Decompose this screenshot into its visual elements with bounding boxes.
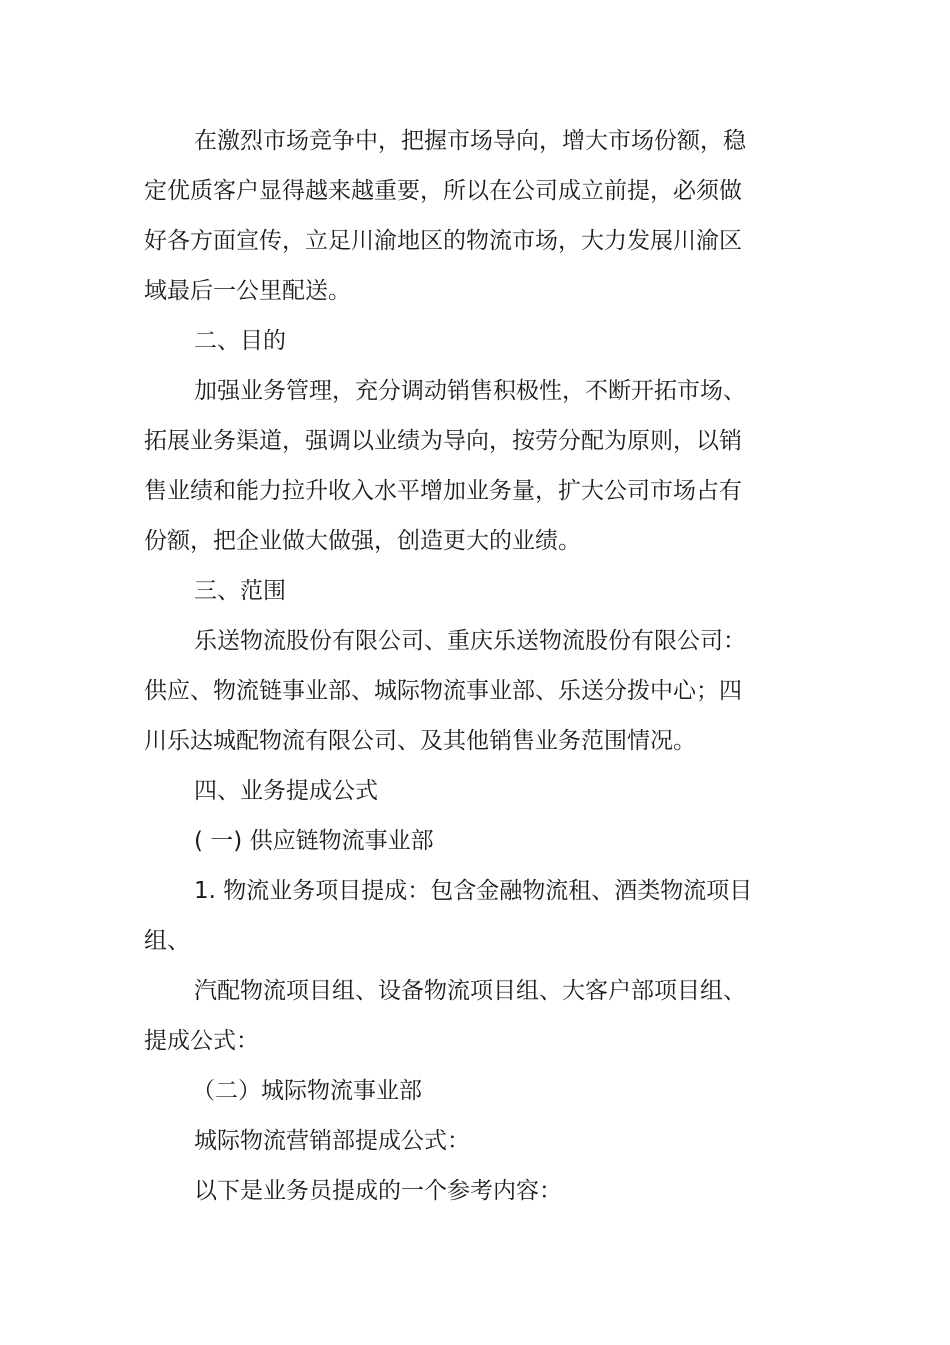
text-line: 川乐达城配物流有限公司、及其他销售业务范围情况。 — [144, 728, 696, 754]
section-heading-formula — [144, 766, 754, 816]
section-heading-scope — [144, 566, 754, 616]
text-line: 好各方面宣传，立足川渝地区的物流市场，大力发展川渝区 — [144, 228, 742, 254]
subheading-supply-chain — [144, 816, 754, 866]
document-body — [144, 116, 754, 1216]
text-line: 提成公式： — [144, 1028, 259, 1054]
text-line: 1. 物流业务项目提成：包含金融物流租、酒类物流项目 — [194, 878, 753, 904]
paragraph-intercity-formula — [144, 1116, 754, 1166]
paragraph-logistics-items — [144, 866, 754, 966]
heading-text: ( 一) 供应链物流事业部 — [194, 828, 434, 854]
subheading-intercity — [144, 1066, 754, 1116]
paragraph-purpose — [144, 366, 754, 566]
text-line: 域最后一公里配送。 — [144, 278, 351, 304]
heading-text: 三、范围 — [194, 578, 286, 604]
paragraph-project-groups — [144, 966, 754, 1066]
text-line: 加强业务管理，充分调动销售积极性，不断开拓市场、 — [194, 378, 746, 404]
text-line: 组、 — [144, 928, 190, 954]
heading-text: 二、目的 — [194, 328, 286, 354]
text-line: 供应、物流链事业部、城际物流事业部、乐送分拨中心；四 — [144, 678, 742, 704]
paragraph-reference — [144, 1166, 754, 1216]
text-line: 以下是业务员提成的一个参考内容： — [194, 1178, 562, 1204]
text-line: 定优质客户显得越来越重要，所以在公司成立前提，必须做 — [144, 178, 742, 204]
text-line: 乐送物流股份有限公司、重庆乐送物流股份有限公司： — [194, 628, 746, 654]
text-line: 售业绩和能力拉升收入水平增加业务量，扩大公司市场占有 — [144, 478, 742, 504]
paragraph-intro — [144, 116, 754, 316]
text-line: 拓展业务渠道，强调以业绩为导向，按劳分配为原则，以销 — [144, 428, 742, 454]
text-line: 份额，把企业做大做强，创造更大的业绩。 — [144, 528, 581, 554]
text-line: 城际物流营销部提成公式： — [194, 1128, 470, 1154]
heading-text: 四、业务提成公式 — [194, 778, 378, 804]
text-line: 在激烈市场竞争中，把握市场导向，增大市场份额，稳 — [194, 128, 746, 154]
text-line: 汽配物流项目组、设备物流项目组、大客户部项目组、 — [194, 978, 746, 1004]
section-heading-purpose — [144, 316, 754, 366]
heading-text: （二）城际物流事业部 — [192, 1078, 422, 1104]
paragraph-scope — [144, 616, 754, 766]
